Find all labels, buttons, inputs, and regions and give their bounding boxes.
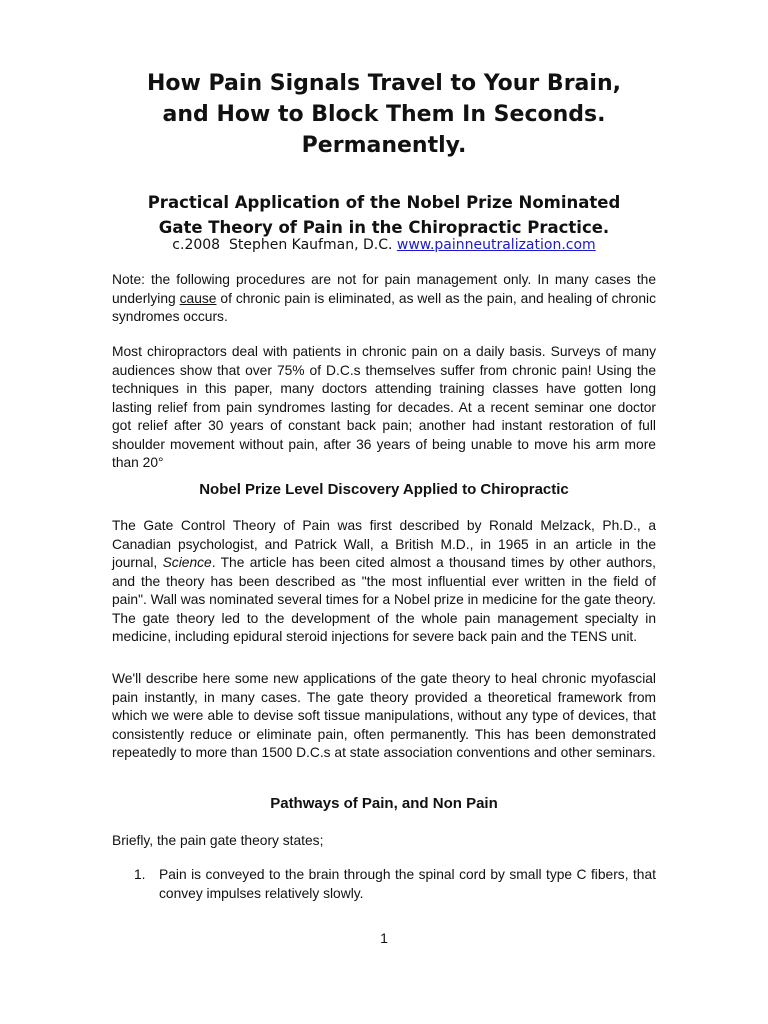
list-item-text: Pain is conveyed to the brain through the spinal cord by small type C fibers, that convey impulses relatively slowly. (159, 867, 656, 901)
note-after: of chronic pain is eliminated, as well as the pain, and healing of chronic syndromes occurs. (112, 290, 656, 324)
para2-before: The Gate Control Theory of Pain was first described by Ronald Melzack, Ph.D., a Canadian psychologist, and Patrick Wall, a British M.D., in 1965 in an article in the journal, (112, 518, 656, 570)
subtitle-line-2: Gate Theory of Pain in the Chiropractic Practice. (158, 218, 610, 237)
paragraph-2 (112, 517, 656, 647)
note-paragraph (112, 271, 656, 327)
document-subtitle (100, 190, 668, 240)
list-item (112, 866, 656, 903)
website-link[interactable]: www.painneutralization.com (396, 237, 596, 253)
paragraph-4: Briefly, the pain gate theory states; (112, 833, 324, 848)
page-number: 1 (380, 930, 388, 946)
para2-italic: Science (162, 555, 212, 570)
title-line-1: How Pain Signals Travel to Your Brain, (147, 71, 621, 96)
note-underlined: cause (179, 290, 217, 306)
byline-text: c.2008 Stephen Kaufman, D.C. (172, 237, 397, 253)
para2-after: . The article has been cited almost a thousand times by other authors, and the theory has been described as "the most influential ever written in the field of pain". Wall was nominated several times for a Nobel prize in medicine for the gate theory. The gate theory led to the development of the whole pain management specialty in medicine, including epidural steroid injections for severe back pain and the TENS unit. (112, 555, 657, 644)
title-line-3: Permanently. (301, 133, 467, 158)
title-line-2: and How to Block Them In Seconds. (162, 102, 606, 127)
paragraph-1: Most chiropractors deal with patients in chronic pain on a daily basis. Surveys of many audiences show that over 75% of D.C.s themselves suffer from chronic pain! Using the techniques in this paper, many doctors attending training classes have gotten long lasting relief from pain syndromes lasting for decades. At a recent seminar one doctor got relief after 30 years of constant back pain; another had instant restoration of full shoulder movement without pain, after 36 years of being unable to move his arm more than 20° (112, 344, 656, 470)
section-heading-1: Nobel Prize Level Discovery Applied to Chiropractic (199, 481, 569, 498)
paragraph-3: We'll describe here some new applications of the gate theory to heal chronic myofascial pain instantly, in many cases. The gate theory provided a theoretical framework from which we were able to devise soft tissue manipulations, without any type of devices, that consistently reduce or eliminate pain, often permanently. This has been demonstrated repeatedly to more than 1500 D.C.s at state association conventions and other seminars. (112, 671, 656, 760)
note-before: Note: the following procedures are not for pain management only. In many cases the underlying (112, 272, 656, 306)
list-item-number: 1. (134, 867, 146, 882)
subtitle-line-1: Practical Application of the Nobel Prize Nominated (147, 193, 621, 212)
byline (100, 235, 668, 255)
document-title (100, 68, 668, 161)
section-heading-2: Pathways of Pain, and Non Pain (270, 795, 498, 812)
